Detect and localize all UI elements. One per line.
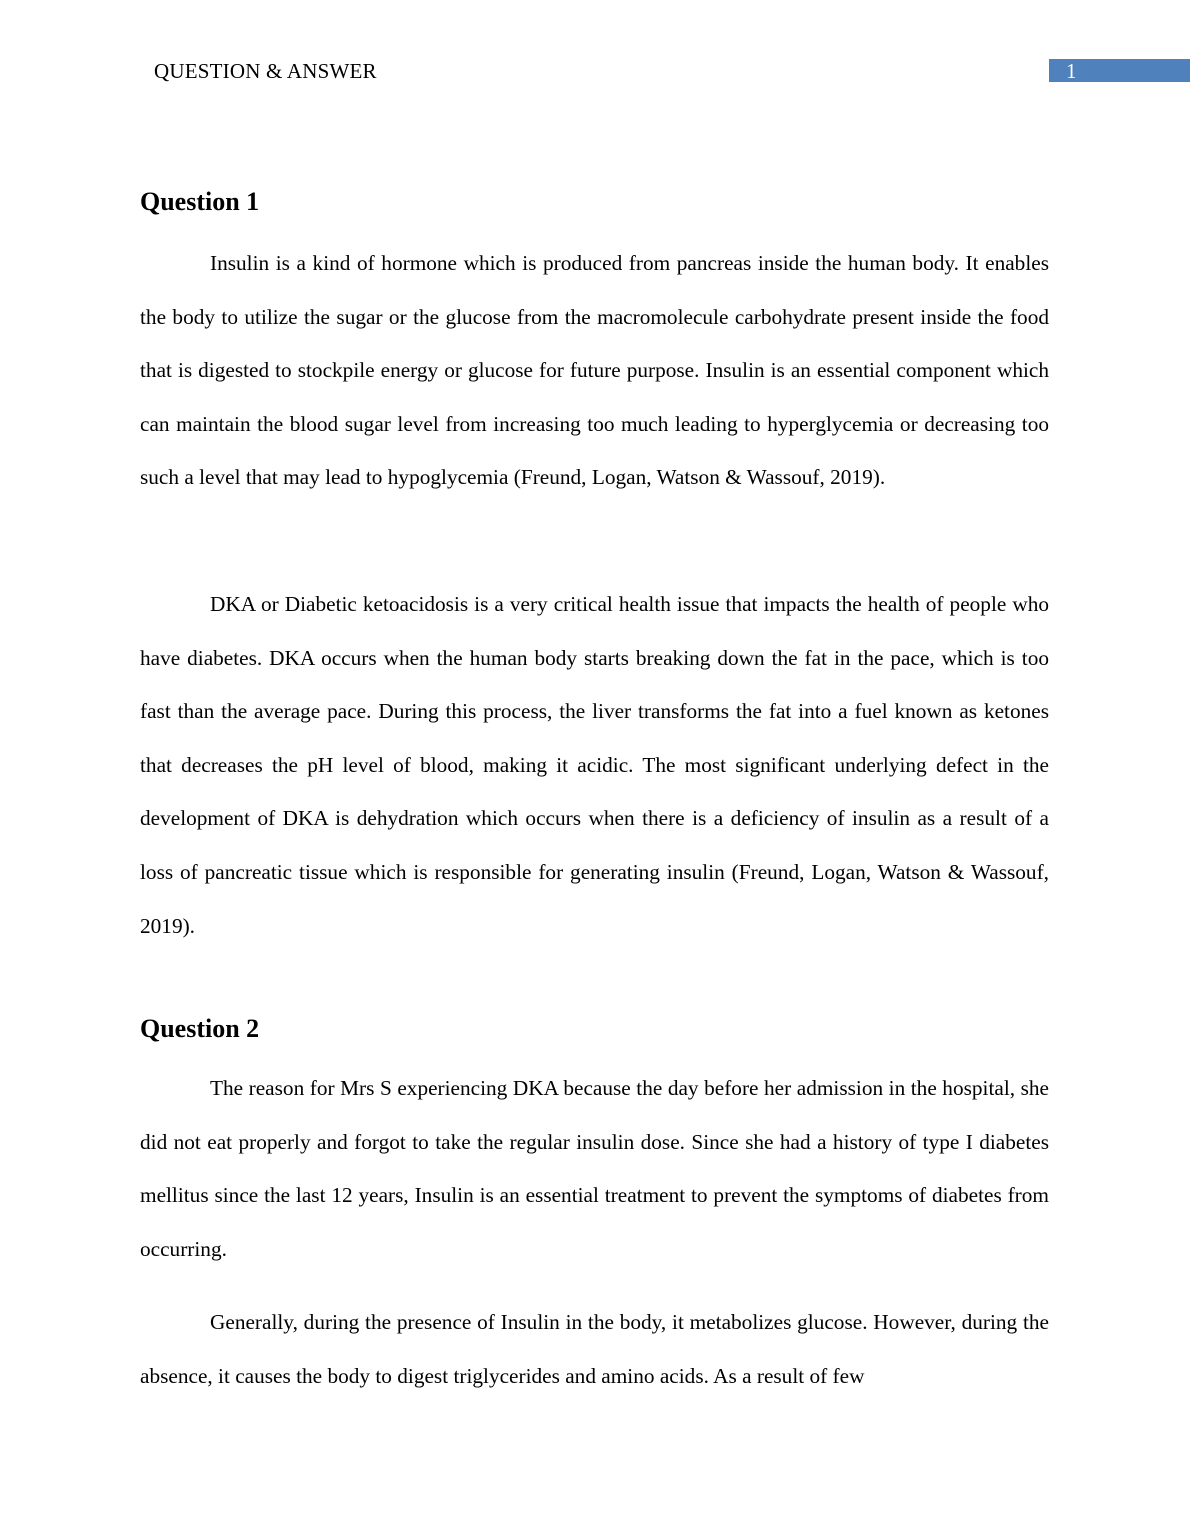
question-2-paragraph-2: Generally, during the presence of Insulin in the body, it metabolizes glucose. However, during the absence, it causes the body to digest triglycerides and amino acids. As a result of few xyxy=(140,1310,1049,1388)
question-1-paragraph-2: DKA or Diabetic ketoacidosis is a very critical health issue that impacts the health of people who have diabetes. DKA occurs when the human body starts breaking down the fat in the pace, which is too fast than the average pace. During this process, the liver transforms the fat into a fuel known as ketones that decreases the pH level of blood, making it acidic. The most significant underlying defect in the development of DKA is dehydration which occurs when there is a deficiency of insulin as a result of a loss of pancreatic tissue which is responsible for generating insulin (Freund, Logan, Watson & Wassouf, 2019). xyxy=(140,592,1049,938)
question-1-paragraph-1: Insulin is a kind of hormone which is produced from pancreas inside the human body. It enables the body to utilize the sugar or the glucose from the macromolecule carbohydrate present inside the food that is digested to stockpile energy or glucose for future purpose. Insulin is an essential component which can maintain the blood sugar level from increasing too much leading to hyperglycemia or decreasing too such a level that may lead to hypoglycemia (Freund, Logan, Watson & Wassouf, 2019). xyxy=(140,251,1049,490)
question-2-paragraph-1: The reason for Mrs S experiencing DKA because the day before her admission in the hospital, she did not eat properly and forgot to take the regular insulin dose. Since she had a history of type I diabetes mellitus since the last 12 years, Insulin is an essential treatment to prevent the symptoms of diabetes from occurring. xyxy=(140,1076,1049,1261)
page-number: 1 xyxy=(1066,59,1077,83)
question-1-heading: Question 1 xyxy=(140,187,260,216)
question-2-heading: Question 2 xyxy=(140,1014,260,1043)
running-head: QUESTION & ANSWER xyxy=(154,59,377,83)
